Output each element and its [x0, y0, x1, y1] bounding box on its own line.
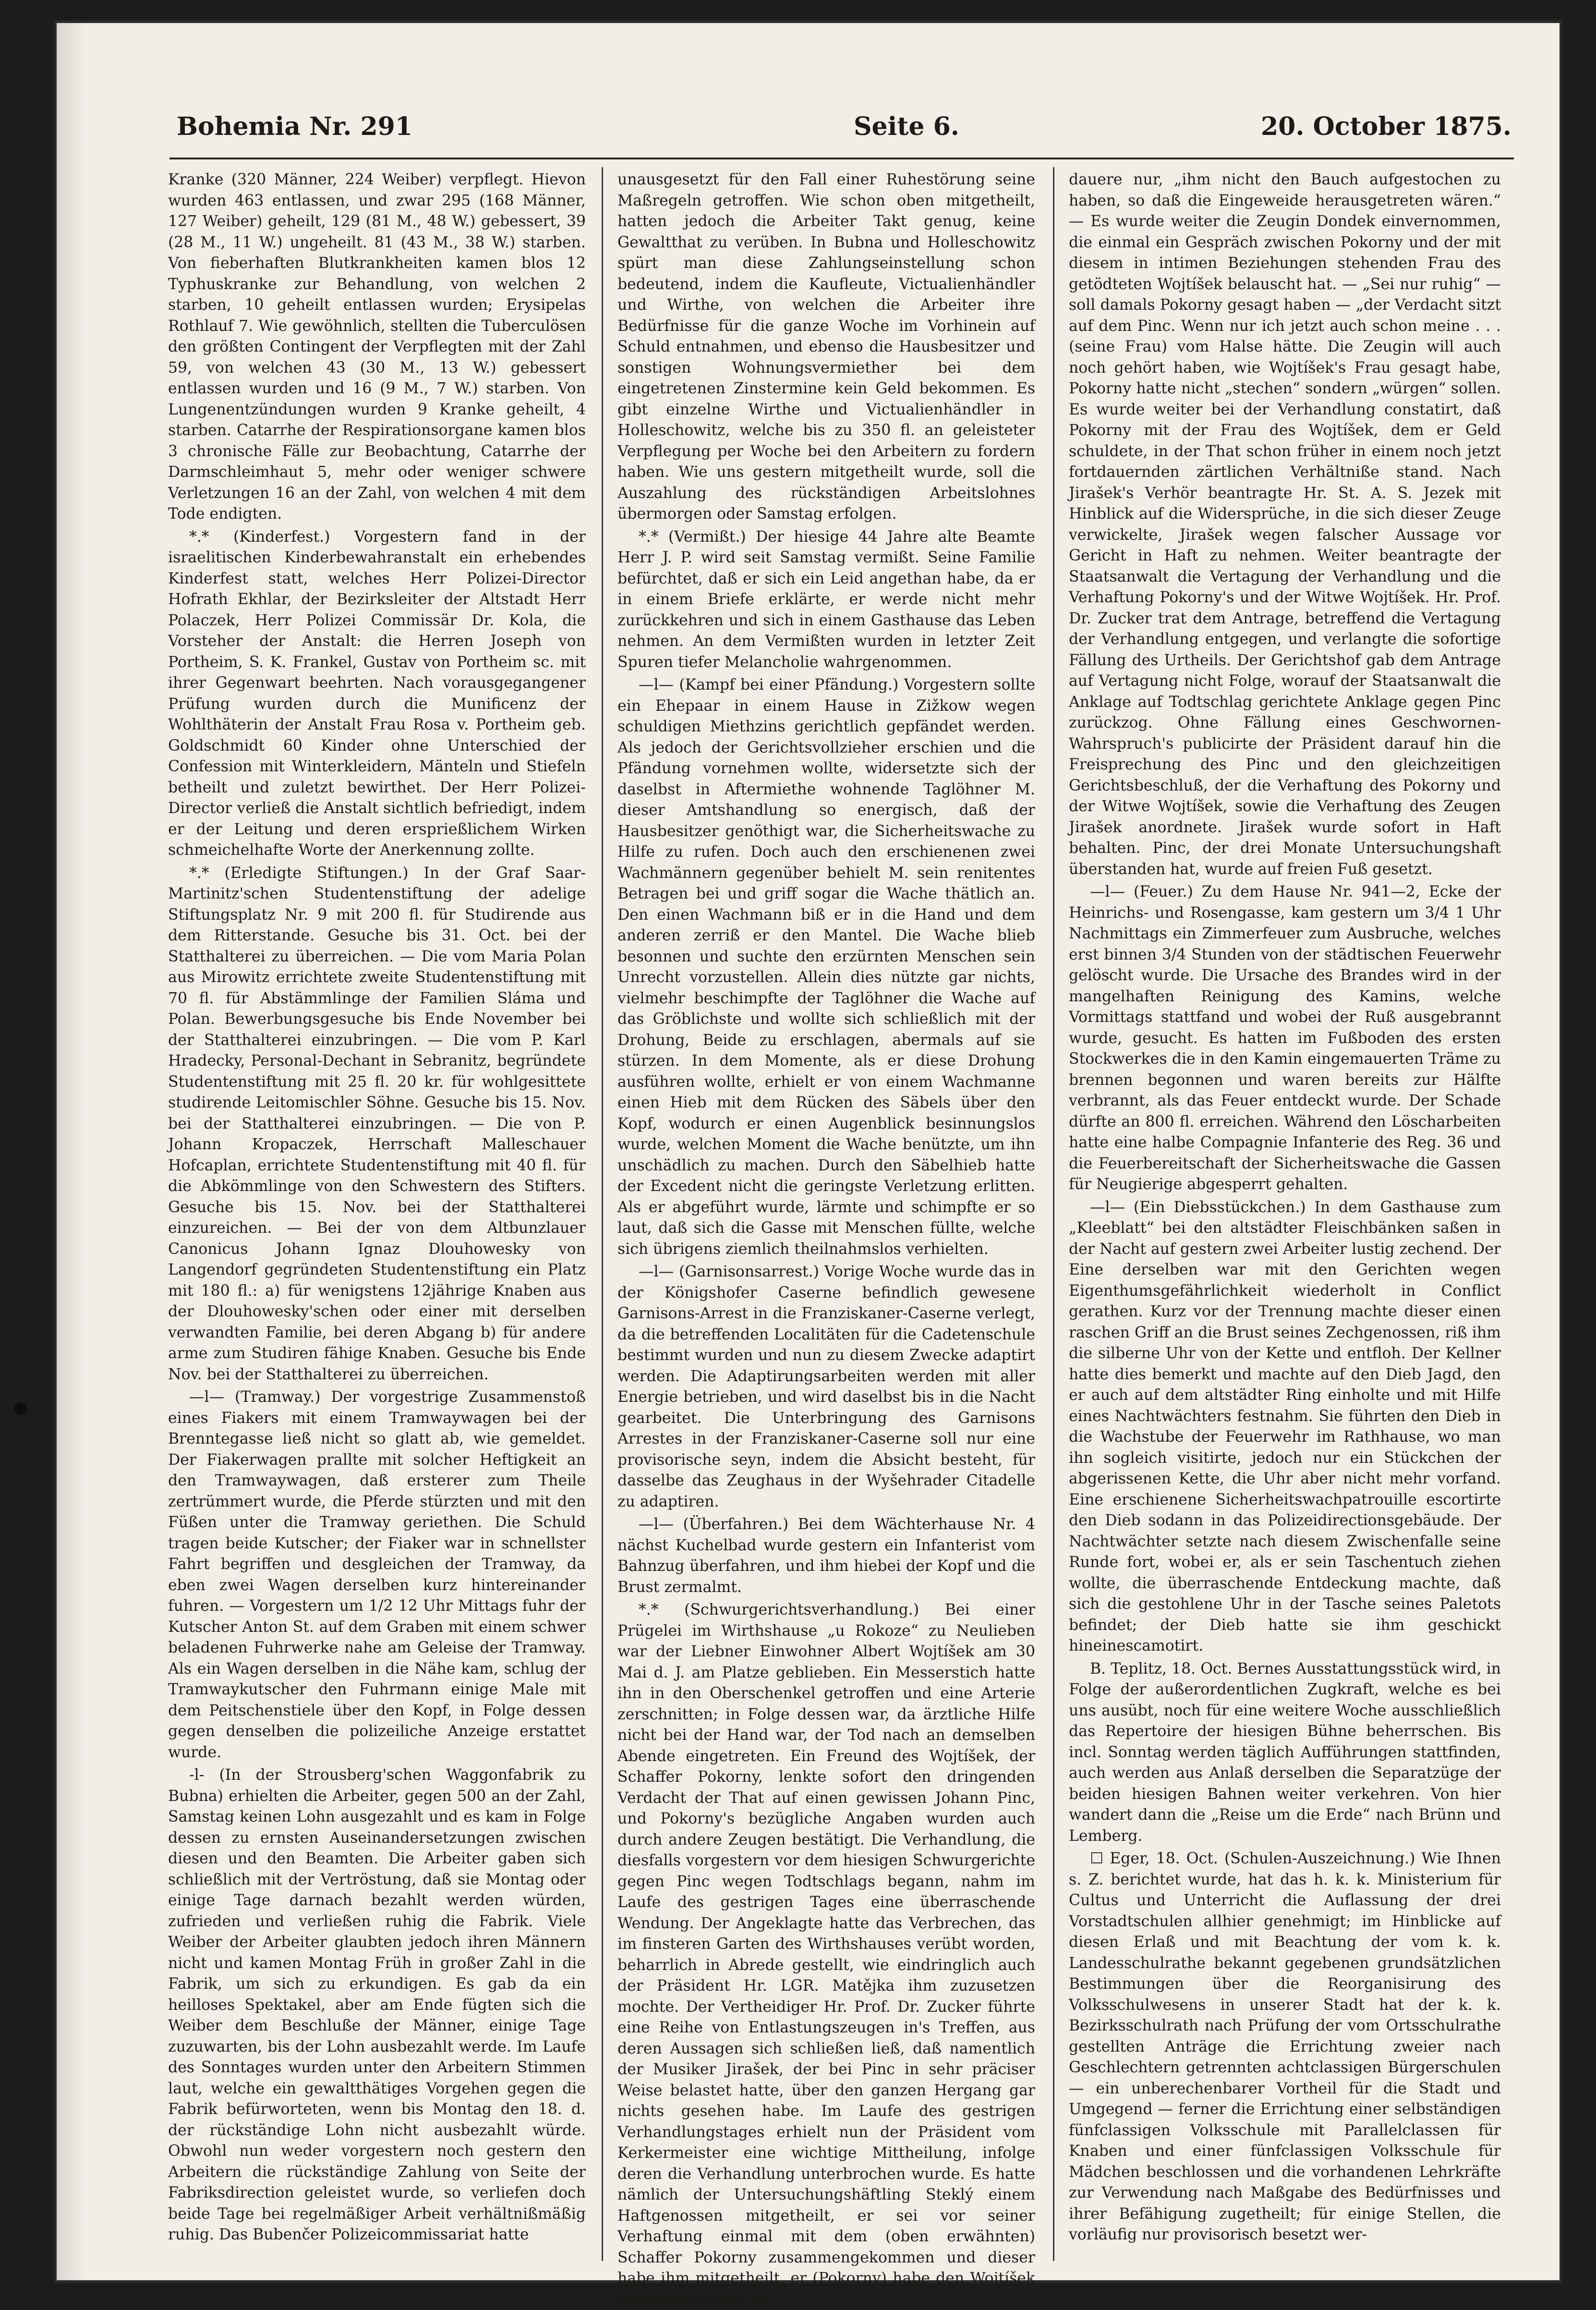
article-tramway: —l— (Tramway.) Der vorgestrige Zusammenstoß eines Fiakers mit einem Tramwaywagen bei der Brenntegasse ließ nicht so glatt ab, wie gemeldet. Der Fiakerwagen prallte mit solcher Heftigkeit an den Tramwaywagen, daß ersterer zum Theile zertrümmert wurde, die Pferde stürzten und mit den Füßen unter die Tramway geriethen. Die Schuld tragen beide Kutscher; der Fiaker war in schnellster Fahrt begriffen und desgleichen der Tramway, da eben zwei Wagen derselben kurz hintereinander fuhren. — Vorgestern um 1/2 12 Uhr Mittags fuhr der Kutscher Anton St. auf dem Graben mit einem schwer beladenen Fuhrwerke nahe am Geleise der Tramway. Als ein Wagen derselben in die Nähe kam, schlug der Tramwaykutscher den Fuhrmann einige Male mit dem Peitschenstiele über den Kopf, in Folge dessen gegen denselben die polizeiliche Anzeige erstattet wurde. — [168, 1388, 586, 1761]
article-pfaendung: —l— (Kampf bei einer Pfändung.) Vorgestern sollte ein Ehepaar in einem Hause in Zižkow wegen schuldigen Miethzins gerichtlich gepfändet werden. Als jedoch der Gerichtsvollzieher erschien und die Pfändung vornehmen wollte, widersetzte sich der daselbst in Aftermiethe wohnende Taglöhner M. dieser Amtshandlung so energisch, daß der Hausbesitzer genöthigt war, die Sicherheitswache zu Hilfe zu rufen. Doch auch den erschienenen zwei Wachmännern gegenüber behielt M. sein renitentes Betragen bei und griff sogar die Wache thätlich an. Den einen Wachmann biß er in die Hand und dem anderen zerriß er den Mantel. Die Wache blieb besonnen und suchte den erzürnten Menschen sein Unrecht vorzustellen. Allein dies nützte gar nichts, vielmehr beschimpfte der Taglöhner die Wache auf das Gröblichste und wollte sich schließlich mit der Drohung, Beide zu erschlagen, abermals auf sie stürzen. In dem Momente, als er diese Drohung ausführen wollte, erhielt er von einem Wachmanne einen Hieb mit dem Rücken des Säbels über den Kopf, wodurch er einen Augenblick besinnungslos wurde, welchen Moment die Wache benützte, um ihn unschädlich zu machen. Durch den Säbelhieb hatte der Excedent nicht die geringste Verletzung erlitten. Als er abgeführt wurde, lärmte und schimpfte er so laut, daß sich die Gasse mit Menschen füllte, welche sich übrigens ziemlich theilnahmslos verhielten. — [617, 676, 1035, 1258]
article-stiftungen: *.* (Erledigte Stiftungen.) In der Graf Saar-Martinitz'schen Studentenstiftung der adelige Stiftungsplatz Nr. 9 mit 200 fl. für Studirende aus dem Ritterstande. Gesuche bis 31. Oct. bei der Statthalterei zu überreichen. — Die vom Maria Polan aus Mirowitz errichtete zweite Studentenstiftung mit 70 fl. für Abstämmlinge der Familien Sláma und Polan. Bewerbungsgesuche bis Ende November bei der Statthalterei einzubringen. — Die vom P. Karl Hradecky, Personal-Dechant in Sebranitz, begründete Studentenstiftung mit 25 fl. 20 kr. für wohlgesittete studirende Leitomischler Söhne. Gesuche bis 15. Nov. bei der Statthalterei einzubringen. — Die von P. Johann Kropaczek, Herrschaft Malleschauer Hofcaplan, errichtete Studentenstiftung mit 40 fl. für die Abkömmlinge von den Schwestern des Stifters. Gesuche bis 15. Nov. bei der Statthalterei einzureichen. — Bei der von dem Altbunzlauer Canonicus Johann Ignaz Dlouhowesky von Langendorf gegründeten Studentenstiftung ein Platz mit 180 fl.: a) für wenigstens 12jährige Knaben aus der Dlouhowesky'schen oder einer mit derselben verwandten Familie, bei deren Abgang b) für andere arme zum Studiren fähige Knaben. Gesuche bis Ende Nov. bei der Statthalterei zu überreichen. — [168, 864, 586, 1383]
punch-hole — [14, 1402, 27, 1415]
article-paragraph: Kranke (320 Männer, 224 Weiber) verpflegt. Hievon wurden 463 entlassen, und zwar 295 (168 Männer, 127 Weiber) geheilt, 129 (81 M., 48 W.) gebessert, 39 (28 M., 11 W.) ungeheilt. 81 (43 M., 38 W.) starben. Von fieberhaften Blutkrankheiten kamen blos 12 Typhuskranke zur Behandlung, von welchen 2 starben, 10 geheilt entlassen wurden; Erysipelas Rothlauf 7. Wie gewöhnlich, stellten die Tuberculösen den größten Contingent der Verpflegten mit der Zahl 59, von welchen 43 (30 M., 13 W.) gebessert entlassen wurden und 16 (9 M., 7 W.) starben. Von Lungenentzündungen wurden 9 Kranke geheilt, 4 starben. Catarrhe der Respirationsorgane kamen blos 3 chronische Fälle zur Beobachtung, Catarrhe der Darmschleimhaut 5, mehr oder weniger schwere Verletzungen 16 an der Zahl, von welchen 4 mit dem Tode endigten. — [168, 171, 586, 523]
column-1 — [168, 170, 586, 2254]
article-teplitz: B. Teplitz, 18. Oct. Bernes Ausstattungsstück wird, in Folge der außerordentlichen Zugkraft, welche es bei uns ausübt, noch für eine weitere Woche ausschließlich das Repertoire der hiesigen Bühne beherrschen. Bis incl. Sonntag werden täglich Aufführungen stattfinden, auch werden aus Anlaß derselben die Separatzüge der beiden hiesigen Bahnen weiter verkehren. Von hier wandert dann die „Reise um die Erde“ nach Brünn und Lemberg. — [1069, 1660, 1501, 1845]
article-paragraph: unausgesetzt für den Fall einer Ruhestörung seine Maßregeln getroffen. Wie schon oben mitgetheilt, hatten jedoch die Arbeiter Takt genug, keine Gewaltthat zu verüben. In Bubna und Holleschowitz spürt man diese Zahlungseinstellung schon bedeutend, indem die Kaufleute, Victualienhändler und Wirthe, von welchen die Arbeiter ihre Bedürfnisse für die ganze Woche im Vorhinein auf Schuld entnahmen, und ebenso die Hausbesitzer und sonstigen Wohnungsvermiether bei dem eingetretenen Zinstermine kein Geld bekommen. Es gibt einzelne Wirthe und Victualienhändler in Holleschowitz, welche bis zu 350 fl. an geleisteter Verpflegung per Woche bei den Arbeitern zu fordern haben. Wie uns gestern mitgetheilt wurde, soll die Auszahlung des rückständigen Arbeitslohnes übermorgen oder Samstag erfolgen. — [617, 171, 1035, 523]
page-header — [177, 112, 1511, 150]
header-rule — [169, 158, 1514, 159]
page-number: Seite 6. — [854, 112, 959, 141]
column-2 — [617, 170, 1035, 2308]
column-divider — [602, 167, 603, 2261]
article-ueberfahren: —l— (Überfahren.) Bei dem Wächterhause Nr. 4 nächst Kuchelbad wurde gestern ein Infanterist vom Bahnzug überfahren, und ihm hiebei der Kopf und die Brust zermalmt. — [617, 1516, 1035, 1596]
article-garnisonsarrest: —l— (Garnisonsarrest.) Vorige Woche wurde das in der Königshofer Caserne befindlich gewesene Garnisons-Arrest in die Franziskaner-Caserne verlegt, da die betreffenden Localitäten für die Cadetenschule bestimmt wurden und nun zu diesem Zwecke adaptirt werden. Die Adaptirungsarbeiten werden mit aller Energie betrieben, und wird daselbst bis in die Nacht gearbeitet. Die Unterbringung des Garnisons Arrestes in der Franziskaner-Caserne soll nur eine provisorische seyn, indem die Absicht besteht, für dasselbe das Zeughaus in der Wyšehrader Citadelle zu adaptiren. — [617, 1263, 1035, 1510]
newspaper-page — [57, 23, 1560, 2308]
column-divider — [1053, 167, 1054, 2261]
article-schwurgericht: *.* (Schwurgerichtsverhandlung.) Bei einer Prügelei im Wirthshause „u Rokoze“ zu Neulieben war der Liebner Einwohner Albert Wojtíšek am 30 Mai d. J. am Platze geblieben. Ein Messerstich hatte ihn in den Oberschenkel getroffen und eine Arterie zerschnitten; in Folge dessen war, da ärztliche Hilfe nicht bei der Hand war, der Tod nach an demselben Abende eingetreten. Ein Freund des Wojtíšek, der Schaffer Pokorny, lenkte sofort den dringenden Verdacht der That auf einen gewissen Johann Pinc, und Pokorny's bezügliche Angaben wurden auch durch andere Zeugen bestätigt. Die Verhandlung, die diesfalls vorgestern vor dem hiesigen Schwurgerichte gegen Pinc wegen Todtschlags begann, nahm im Laufe des gestrigen Tages eine überraschende Wendung. Der Angeklagte hatte das Verbrechen, das im finsteren Garten des Wirthshauses verübt worden, beharrlich in Abrede gestellt, wie eindringlich auch der Präsident Hr. LGR. Matějka ihm zuzusetzen mochte. Der Vertheidiger Hr. Prof. Dr. Zucker führte eine Reihe von Entlastungszeugen in's Treffen, aus deren Aussagen sich schließen ließ, daß namentlich der Musiker Jirašek, der bei Pinc in sehr präciser Weise belastet hatte, über den ganzen Hergang gar nichts gesehen habe. Im Laufe des gestrigen Verhandlungstages erhielt nun der Präsident vom Kerkermeister eine wichtige Mittheilung, infolge deren die Verhandlung unterbrochen wurde. Es hatte nämlich der Untersuchungshäftling Steklý einem Haftgenossen mitgetheilt, er sei vor seiner Verhaftung einmal mit dem (oben erwähnten) Schaffer Pokorny zusammengekommen und dieser habe ihm mitgetheilt, er (Pokorny) habe den Wojtíšek umgebracht und be- — [617, 1601, 1035, 2308]
page-edge-shadow — [57, 23, 85, 2280]
issue-date: 20. October 1875. — [1260, 112, 1511, 141]
article-feuer: —l— (Feuer.) Zu dem Hause Nr. 941—2, Ecke der Heinrichs- und Rosengasse, kam gestern um 3/4 1 Uhr Nachmittags ein Zimmerfeuer zum Ausbruche, welches erst binnen 3/4 Stunden von der städtischen Feuerwehr gelöscht wurde. Die Ursache des Brandes wird in der mangelhaften Reinigung des Kamins, welche Vormittags stattfand und wobei der Ruß ausgebrannt wurde, gesucht. Es hatten im Fußboden des ersten Stockwerkes die in den Kamin eingemauerten Träme zu brennen begonnen und waren bereits zur Hälfte verbrannt, als das Feuer entdeckt wurde. Der Schade dürfte an 800 fl. erreichen. Während den Löscharbeiten hatte eine halbe Compagnie Infanterie des Reg. 36 und die Feuerbereitschaft der Sicherheitswache die Gassen für Neugierige abgesperrt gehalten. — [1069, 883, 1501, 1193]
newspaper-title: Bohemia Nr. 291 — [177, 112, 413, 141]
article-kinderfest: *.* (Kinderfest.) Vorgestern fand in der israelitischen Kinderbewahranstalt ein erhebendes Kinderfest statt, welches Herr Polizei-Director Hofrath Ekhlar, der Bezirksleiter der Altstadt Herr Polaczek, Herr Polizei Commissär Dr. Kola, die Vorsteher der Anstalt: die Herren Joseph von Portheim, S. K. Frankel, Gustav von Portheim sc. mit ihrer Gegenwart beehrten. Nach vorausgegangener Prüfung wurden durch die Munificenz der Wohlthäterin der Anstalt Frau Rosa v. Portheim geb. Goldschmidt 60 Kinder ohne Unterschied der Confession mit Winterkleidern, Mänteln und Stiefeln betheilt und zuletzt bewirthet. Der Herr Polizei-Director verließ die Anstalt sichtlich befriedigt, indem er der Leitung und deren ersprießlichem Wirken schmeichelhafte Worte der Anerkennung zollte. — [168, 528, 586, 859]
article-diebsstueckchen: —l— (Ein Diebsstückchen.) In dem Gasthause zum „Kleeblatt“ bei den altstädter Fleischbänken saßen in der Nacht auf gestern zwei Arbeiter lustig zechend. Der Eine derselben war mit den Gerichten wegen Eigenthumsgefährlichkeit wiederholt in Conflict gerathen. Kurz vor der Trennung machte dieser einen raschen Griff an die Brust seines Zechgenossen, riß ihm die silberne Uhr von der Kette und entfloh. Der Kellner hatte dies bemerkt und machte auf den Dieb Jagd, den er auch auf dem altstädter Ring einholte und mit Hilfe eines Nachtwächters festnahm. Sie führten den Dieb in die Wachstube der Feuerwehr im Rathhause, wo man ihn sogleich visitirte, jedoch nur ein Stückchen der abgerissenen Kette, die Uhr aber nicht mehr vorfand. Eine erschienene Sicherheitswachpatrouille escortirte den Dieb sodann in das Polizeidirectionsgebäude. Der Nachtwächter setzte nach diesem Zwischenfalle seine Runde fort, wobei er, als er sein Taschentuch ziehen wollte, die überraschende Entdeckung machte, daß sich die gestohlene Uhr in der Tasche seines Paletots befindet; der Dieb hatte sie ihm geschickt hineinescamotirt. — [1069, 1198, 1501, 1654]
article-waggonfabrik: -l- (In der Strousberg'schen Waggonfabrik zu Bubna) erhielten die Arbeiter, gegen 500 an der Zahl, Samstag keinen Lohn ausgezahlt und es kam in Folge dessen zu ernsten Auseinandersetzungen zwischen diesen und den Beamten. Die Arbeiter gaben sich schließlich mit der Vertröstung, daß sie Montag oder einige Tage darnach bezahlt werden würden, zufrieden und verließen ruhig die Fabrik. Viele Weiber der Arbeiter glaubten jedoch ihren Männern nicht und kamen Montag Früh in großer Zahl in die Fabrik, um sich zu erkundigen. Es gab da ein heilloses Spektakel, aber am Ende fügten sich die Weiber dem Beschluße der Männer, einige Tage zuzuwarten, bis der Lohn ausbezahlt werde. Im Laufe des Sonntages wurden unter den Arbeitern Stimmen laut, welche ein gewaltthätiges Vorgehen gegen die Fabrik befürworteten, wenn bis Montag den 18. d. der rückständige Lohn nicht ausbezahlt würde. Obwohl nun weder vorgestern noch gestern den Arbeitern die rückständige Zahlung von Seite der Fabriksdirection geleistet wurde, so verliefen doch beide Tage bei regelmäßiger Arbeit verhältnißmäßig ruhig. Das Bubenčer Polizeicommissariat hatte — [168, 1766, 586, 2243]
article-paragraph: dauere nur, „ihm nicht den Bauch aufgestochen zu haben, so daß die Eingeweide herausgetreten wären.“ — Es wurde weiter die Zeugin Dondek einvernommen, die einmal ein Gespräch zwischen Pokorny und der mit diesem in intimen Beziehungen stehenden Frau des getödteten Wojtíšek belauscht hat. — „Sei nur ruhig“ — soll damals Pokorny gesagt haben — „der Verdacht sitzt auf dem Pinc. Wenn nur ich jetzt auch schon meine . . . (seine Frau) vom Halse hätte. Die Zeugin will auch noch gehört haben, wie Wojtíšek's Frau gesagt habe, Pokorny hatte nicht „stechen“ sondern „würgen“ sollen. Es wurde weiter bei der Verhandlung constatirt, daß Pokorny mit der Frau des Wojtíšek, dem er Geld schuldete, in der That schon früher in einem noch jetzt fortdauernden zärtlichen Verhältniße stand. Nach Jirašek's Verhör beantragte Hr. St. A. S. Jezek mit Hinblick auf die Widersprüche, in die sich dieser Zeuge verwickelte, Jirašek wegen falscher Aussage vor Gericht in Haft zu nehmen. Weiter beantragte der Staatsanwalt die Vertagung der Verhandlung und die Verhaftung Pokorny's und der Witwe Wojtíšek. Hr. Prof. Dr. Zucker trat dem Antrage, betreffend die Vertagung der Verhandlung entgegen, und verlangte die sofortige Fällung des Urtheils. Der Gerichtshof gab dem Antrage auf Vertagung nicht Folge, worauf der Staatsanwalt die Anklage auf Todtschlag gerichtete Anklage gegen Pinc zurückzog. Ohne Fällung eines Geschwornen-Wahrspruch's publicirte der Präsident darauf hin die Freisprechung des Pinc und den gleichzeitigen Gerichtsbeschluß, der die Verhaftung des Pokorny und der Witwe Wojtíšek, sowie die Verhaftung des Zeugen Jirašek anordnete. Jirašek wurde sofort in Haft behalten. Pinc, der drei Monate Untersuchungshaft überstanden hat, wurde auf freien Fuß gesetzt. — [1069, 171, 1501, 878]
article-eger: ☐ Eger, 18. Oct. (Schulen-Auszeichnung.) Wie Ihnen s. Z. berichtet wurde, hat das h. k. k. Ministerium für Cultus und Unterricht die Auflassung der drei Vorstadtschulen allhier genehmigt; im Hinblicke auf diesen Erlaß und mit Beachtung der vom k. k. Landesschulrathe bekannt gegebenen grundsätzlichen Bestimmungen über die Reorganisirung des Volksschulwesens in unserer Stadt hat der k. k. Bezirksschulrath nach Prüfung der vom Ortsschulrathe gestellten Anträge die Errichtung zweier nach Geschlechtern getrennten achtclassigen Bürgerschulen — ein unberechenbarer Vortheil für die Stadt und Umgegend — ferner die Errichtung einer selbständigen fünfclassigen Volksschule mit Parallelclassen für Knaben und einer fünfclassigen Volksschule für Mädchen beschlossen und die vorhandenen Lehrkräfte zur Verwendung nach Maßgabe des Bedürfnisses und ihrer Befähigung zugetheilt; für einige Stellen, die vorläufig nur provisorisch besetzt wer- — [1069, 1850, 1501, 2243]
column-3 — [1069, 170, 1501, 2254]
article-vermisst: *.* (Vermißt.) Der hiesige 44 Jahre alte Beamte Herr J. P. wird seit Samstag vermißt. Seine Familie befürchtet, daß er sich ein Leid angethan habe, da er in einem Briefe erklärte, er werde nicht mehr zurückkehren und sich in einem Gasthause das Leben nehmen. An dem Vermißten wurden in letzter Zeit Spuren tiefer Melancholie wahrgenommen. — [617, 528, 1035, 671]
